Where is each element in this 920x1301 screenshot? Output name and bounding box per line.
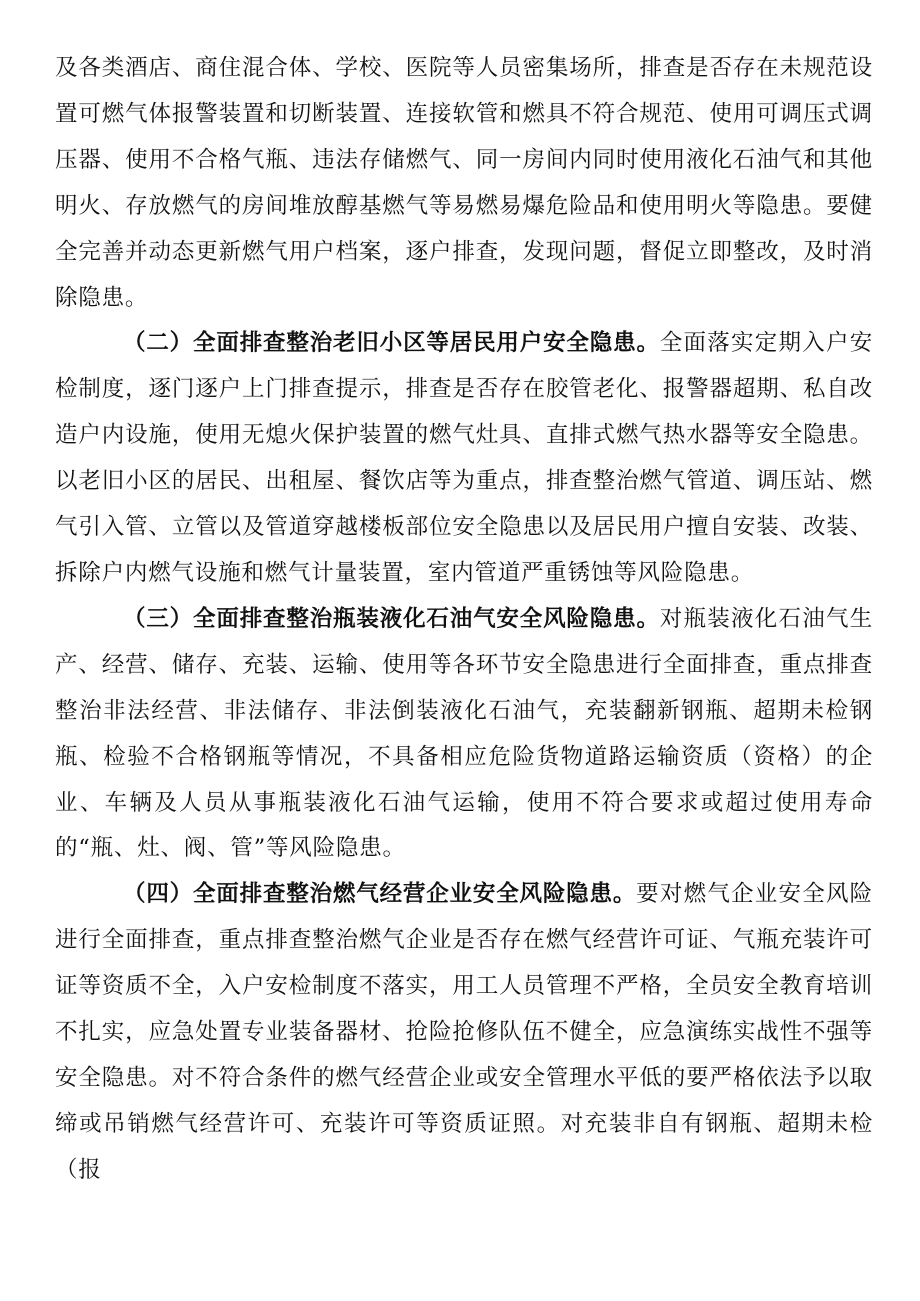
paragraph-text: 全面落实定期入户安检制度，逐门逐户上门排查提示，排查是否存在胶管老化、报警器超期、私自改造户内设施，使用无熄火保护装置的燃气灶具、直排式燃气热水器等安全隐患。以老旧小区的居民、出租屋、餐饮店等为重点，排查整治燃气管道、调压站、燃气引入管、立管以及管道穿越楼板部位安全隐患以及居民用户擅自安装、改装、拆除户内燃气设施和燃气计量装置，室内管道严重锈蚀等风险隐患。: [55, 330, 874, 586]
paragraph-text: 及各类酒店、商住混合体、学校、医院等人员密集场所，排查是否存在未规范设置可燃气体报警装置和切断装置、连接软管和燃具不符合规范、使用可调压式调压器、使用不合格气瓶、违法存储燃气、同一房间内同时使用液化石油气和其他明火、存放燃气的房间堆放醇基燃气等易燃易爆危险品和使用明火等隐患。要健全完善并动态更新燃气用户档案，逐户排查，发现问题，督促立即整改，及时消除隐患。: [55, 55, 873, 311]
paragraph-gas-enterprise-hazards: [55, 872, 873, 1193]
paragraph-text: 对瓶装液化石油气生产、经营、储存、充装、运输、使用等各环节安全隐患进行全面排查，重点排查整治非法经营、非法储存、非法倒装液化石油气，充装翻新钢瓶、超期未检钢瓶、检验不合格钢瓶等情况，不具备相应危险货物道路运输资质（资格）的企业、车辆及人员从事瓶装液化石油气运输，使用不符合要求或超过使用寿命的“瓶、灶、阀、管”等风险隐患。: [55, 605, 874, 862]
paragraph-continuation: [55, 46, 873, 321]
paragraph-residential-hazards: [55, 321, 873, 596]
paragraph-bottled-lpg-hazards: [55, 597, 873, 872]
paragraph-text: 要对燃气企业安全风险进行全面排查，重点排查整治燃气企业是否存在燃气经营许可证、气瓶充装许可证等资质不全，入户安检制度不落实，用工人员管理不严格，全员安全教育培训不扎实，应急处置专业装备器材、抢险抢修队伍不健全，应急演练实战性不强等安全隐患。对不符合条件的燃气经营企业或安全管理水平低的要严格依法予以取缔或吊销燃气经营许可、充装许可等资质证照。对充装非自有钢瓶、超期未检（报: [55, 881, 873, 1183]
document-body: [55, 46, 873, 1194]
section-heading-2: （二）全面排查整治老旧小区等居民用户安全隐患。: [123, 330, 660, 357]
section-heading-4: （四）全面排查整治燃气经营企业安全风险隐患。: [123, 881, 637, 908]
section-heading-3: （三）全面排查整治瓶装液化石油气安全风险隐患。: [123, 605, 660, 632]
